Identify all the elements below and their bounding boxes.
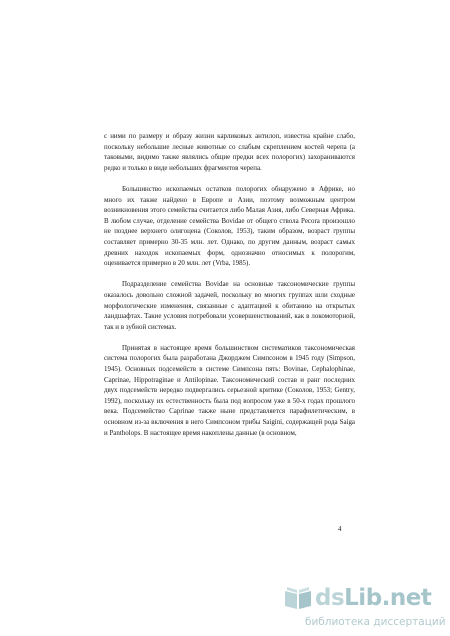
logo-text-ds: ds	[315, 585, 345, 611]
paragraph-2: Большинство ископаемых остатков полорогих обнаружено в Африке, но много их также найдено в Европе и Азии, поэтому возможным центром возникновения этого семейства считается либо Малая Азия, либо Северная Африка. В любом случае, отделение семейства Bovidae от общего ствола Pecora произошло не позднее верхнего олигоцена (Соколов, 1953), таким образом, возраст группы составляет примерно 30-35 млн. лет. Однако, по другим данным, возраст самых древних находок ископаемых форм, однозначно относимых к полорогим, оценивается примерно в 20 млн. лет (Vrba, 1985).	[104, 184, 355, 268]
dslib-subtitle: библиотека диссертаций	[305, 616, 446, 628]
paragraph-3: Подразделение семейства Bovidae на основные таксономические группы оказалось довольно сложной задачей, поскольку во многих группах шли сходные морфологические изменения, связанные с адаптацией к обитанию на открытых ландшафтах. Такие условия потребовали усовершенствований, как в локомоторной, так и в зубной системах.	[104, 280, 355, 331]
paragraph-4: Принятая в настоящее время большинством систематиков таксономическая система полорогих была разработана Джорджем Симпсоном в 1945 году (Simpson, 1945). Основных подсемейств в системе Симпсона пять: Bovinae, Cephalophinae, Caprinae, Hippotraginae и Antilopinae. Таксономический состав и ранг последних двух подсемейств нередко подвергались серьезной критике (Соколов, 1953; Gentry, 1992), поскольку их естественность была под вопросом уже в 50-х годах прошлого века. Подсемейство Caprinae также ныне представляется парафилетическим, в основном из-за включения в него Симпсоном трибы Saigini, содержащей рода Saiga и Pantholops. В настоящее время накоплены данные (в основном,	[104, 343, 355, 437]
paragraph-1: с ними по размеру и образу жизни карликовых антилоп, известна крайне слабо, поскольку небольшие лесные животные со слабым скреплением костей черепа (а таковыми, видимо также являлись общие предки всех полорогих) захораниваются редко и только в виде небольших фрагментов черепа.	[104, 132, 355, 172]
body-text	[104, 131, 355, 449]
book-logo-icon	[283, 585, 313, 611]
logo-text-lib: Lib.net	[344, 585, 432, 611]
dslib-logo-text	[315, 585, 431, 611]
page-number: 4	[338, 525, 342, 533]
dslib-watermark	[283, 585, 446, 631]
